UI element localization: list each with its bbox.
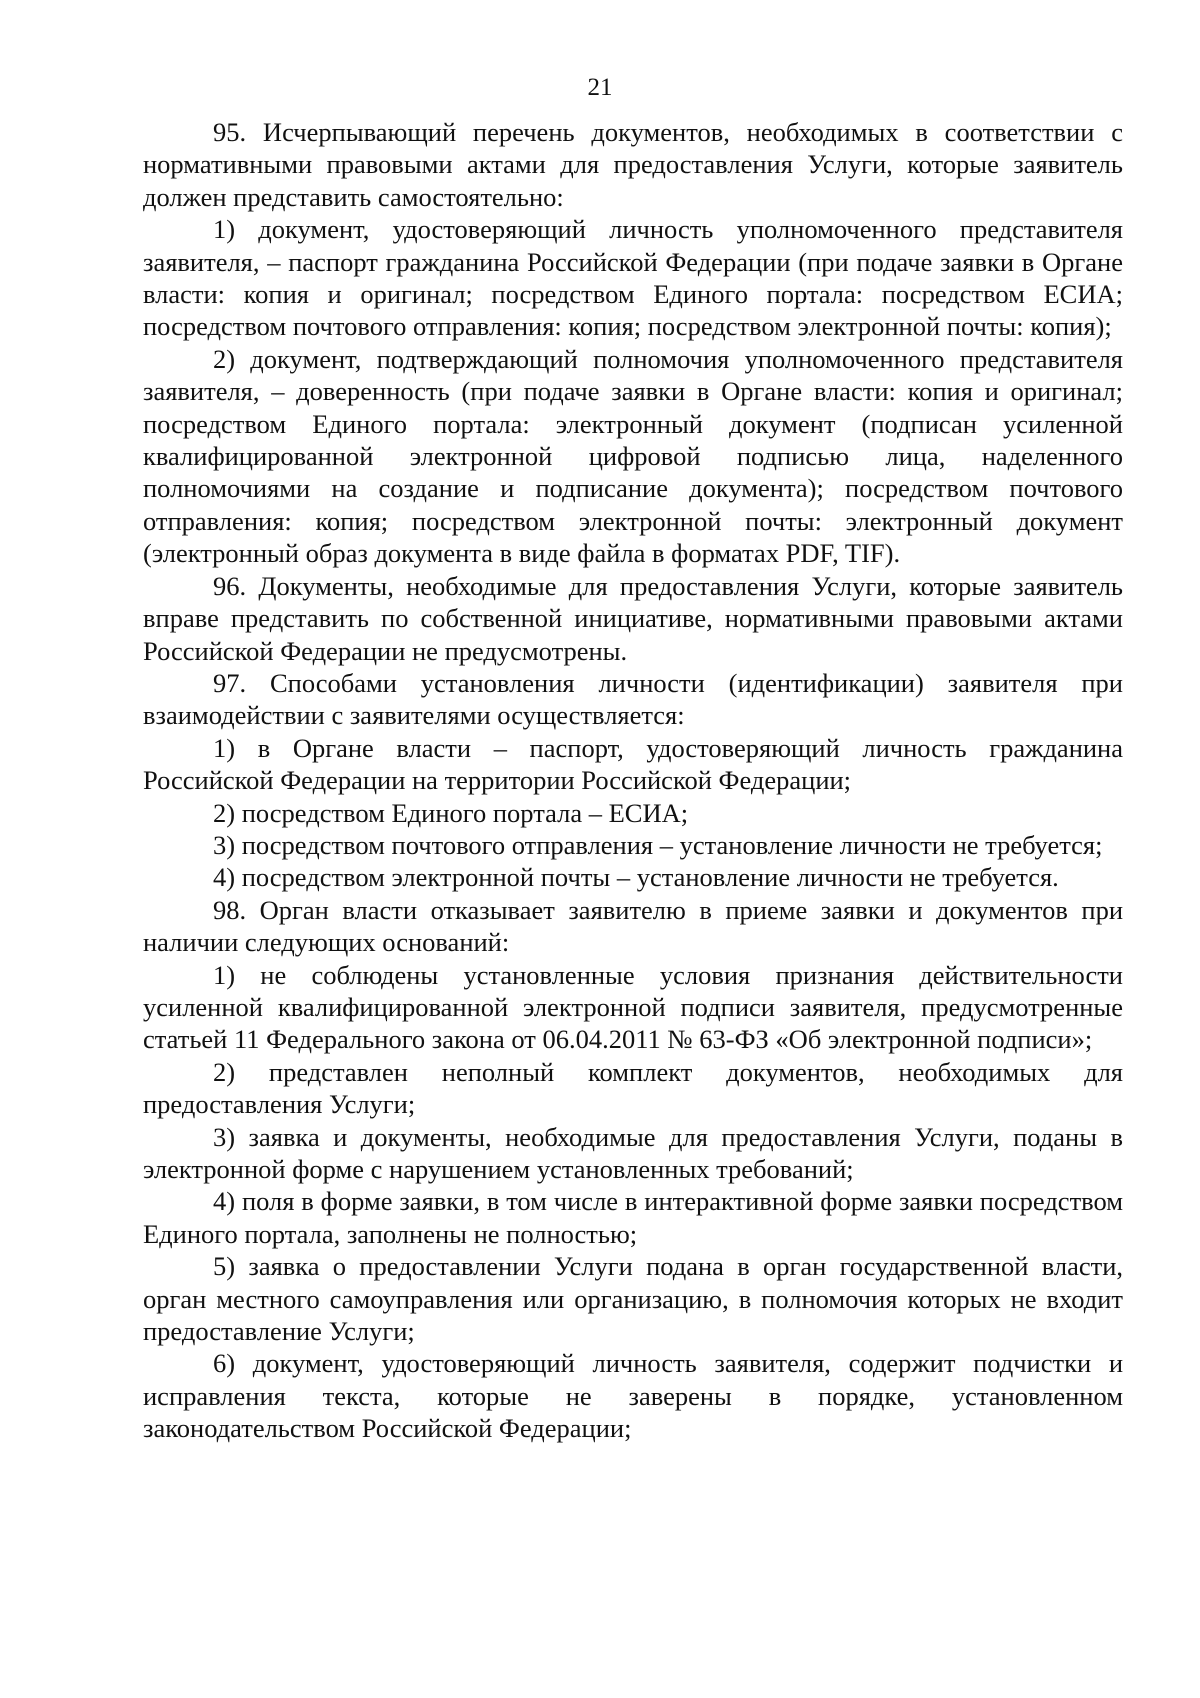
paragraph-97: 97. Способами установления личности (идентификации) заявителя при взаимодействии с заявителями осуществляется: — [143, 667, 1123, 731]
paragraph-97-item-1: 1) в Органе власти – паспорт, удостоверяющий личность гражданина Российской Федерации на территории Российской Федерации; — [143, 732, 1123, 796]
paragraph-97-item-2: 2) посредством Единого портала – ЕСИА; — [213, 797, 689, 828]
paragraph-95-item-2: 2) документ, подтверждающий полномочия уполномоченного представителя заявителя, – доверенность (при подаче заявки в Органе власти: копия и оригинал; посредством Единого портала: электронный документ (подписан усиленной квалифицированной электронной цифровой подписью лица, наделенного полномочиями на создание и подписание документа); посредством почтового отправления: копия; посредством электронной почты: электронный документ (электронный образ документа в виде файла в форматах PDF, TIF). — [143, 343, 1123, 569]
page-number: 21 — [587, 74, 613, 101]
paragraph-98-item-1: 1) не соблюдены установленные условия признания действительности усиленной квалифицированной электронной подписи заявителя, предусмотренные статьей 11 Федерального закона от 06.04.2011 № 63-ФЗ «Об электронной подписи»; — [143, 959, 1123, 1055]
paragraph-95: 95. Исчерпывающий перечень документов, необходимых в соответствии с нормативными правовыми актами для предоставления Услуги, которые заявитель должен представить самостоятельно: — [143, 117, 1123, 212]
paragraph-97-item-4: 4) посредством электронной почты – установление личности не требуется. — [213, 862, 1059, 893]
paragraph-98-item-2: 2) представлен неполный комплект документов, необходимых для предоставления Услуги; — [143, 1056, 1123, 1120]
paragraph-97-item-3: 3) посредством почтового отправления – установление личности не требуется; — [213, 829, 1103, 860]
paragraph-98: 98. Орган власти отказывает заявителю в приеме заявки и документов при наличии следующих оснований: — [143, 894, 1123, 958]
paragraph-98-item-4: 4) поля в форме заявки, в том числе в интерактивной форме заявки посредством Единого портала, заполнены не полностью; — [143, 1186, 1123, 1249]
document-body — [143, 116, 1123, 1445]
paragraph-98-item-6: 6) документ, удостоверяющий личность заявителя, содержит подчистки и исправления текста, которые не заверены в порядке, установленном законодательством Российской Федерации; — [143, 1348, 1123, 1444]
paragraph-98-item-5: 5) заявка о предоставлении Услуги подана в орган государственной власти, орган местного самоуправления или организацию, в полномочия которых не входит предоставление Услуги; — [143, 1251, 1123, 1347]
paragraph-95-item-1: 1) документ, удостоверяющий личность уполномоченного представителя заявителя, – паспорт гражданина Российской Федерации (при подаче заявки в Органе власти: копия и оригинал; посредством Единого портала: посредством ЕСИА; посредством почтового отправления: копия; посредством электронной почты: копия); — [143, 214, 1123, 342]
paragraph-98-item-3: 3) заявка и документы, необходимые для предоставления Услуги, поданы в электронной форме с нарушением установленных требований; — [143, 1121, 1123, 1184]
paragraph-96: 96. Документы, необходимые для предоставления Услуги, которые заявитель вправе представить по собственной инициативе, нормативными правовыми актами Российской Федерации не предусмотрены. — [143, 570, 1123, 666]
